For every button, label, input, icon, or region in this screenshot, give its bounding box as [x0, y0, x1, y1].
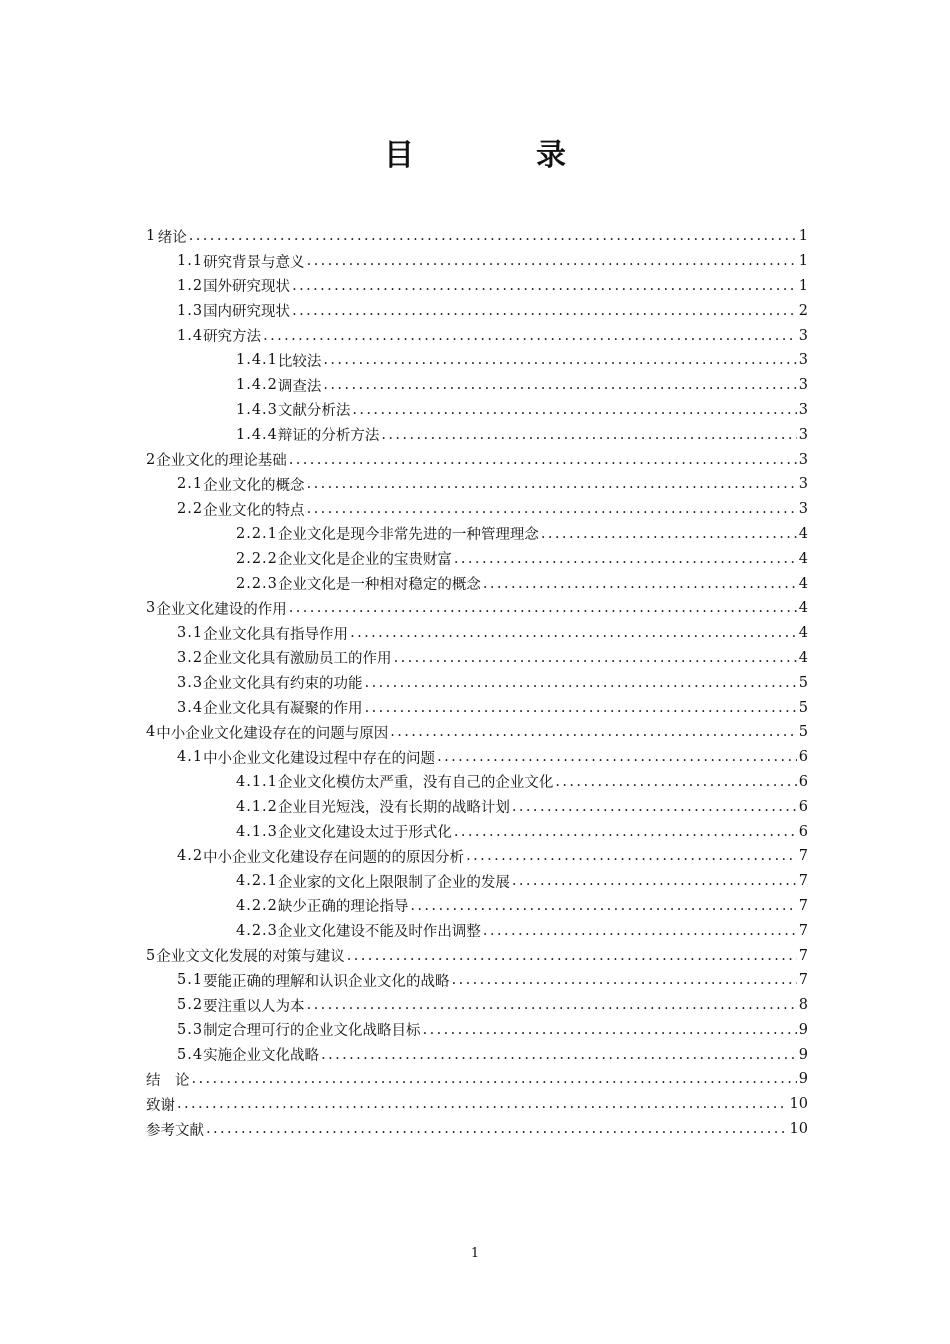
toc-entry[interactable]	[146, 869, 808, 894]
toc-entry[interactable]	[146, 943, 808, 968]
toc-entry-page: 3	[798, 451, 808, 468]
toc-entry-page: 4	[798, 575, 808, 592]
toc-entry-page: 3	[798, 426, 808, 443]
dot-leader	[323, 352, 796, 368]
toc-entry-number: 4.1	[177, 749, 204, 766]
toc-entry-page: 9	[798, 1021, 808, 1038]
dot-leader	[423, 1022, 797, 1038]
toc-entry-page: 7	[798, 897, 808, 914]
toc-entry-label: 国外研究现状	[203, 279, 291, 296]
dot-leader	[307, 253, 797, 269]
toc-entry[interactable]	[146, 571, 808, 596]
dot-leader	[289, 600, 797, 616]
toc-entry-label: 企业文化的概念	[203, 477, 305, 494]
toc-entry-number: 5	[146, 947, 157, 964]
toc-entry-label: 国内研究现状	[203, 304, 291, 321]
toc-entry[interactable]	[146, 819, 808, 844]
toc-entry-number: 1.2	[177, 277, 204, 294]
dot-leader	[381, 427, 796, 443]
toc-entry-number: 1	[146, 228, 157, 245]
toc-entry[interactable]	[146, 323, 808, 348]
dot-leader	[512, 799, 797, 815]
toc-entry-page: 3	[798, 501, 808, 518]
toc-entry[interactable]	[146, 621, 808, 646]
toc-entry-number: 4.1.2	[236, 798, 278, 815]
dot-leader	[292, 278, 797, 294]
toc-entry-page: 4	[798, 550, 808, 567]
toc-entry-page: 5	[798, 699, 808, 716]
toc-entry-label: 企业家的文化上限限制了企业的发展	[277, 874, 510, 891]
toc-entry[interactable]	[146, 398, 808, 423]
toc-entry[interactable]	[146, 770, 808, 795]
toc-entry-number: 1.4.2	[236, 377, 278, 394]
toc-entry-page: 3	[798, 352, 808, 369]
toc-entry-number: 1.4.4	[236, 426, 278, 443]
toc-entry[interactable]	[146, 1018, 808, 1043]
toc-entry-number: 2.2.1	[236, 525, 278, 542]
toc-entry-page: 6	[798, 798, 808, 815]
toc-entry[interactable]	[146, 373, 808, 398]
toc-entry-page: 4	[798, 525, 808, 542]
toc-entry[interactable]	[146, 918, 808, 943]
dot-leader	[192, 1071, 797, 1087]
toc-entry-label: 企业文化模仿太严重，没有自己的企业文化	[277, 775, 554, 792]
dot-leader	[347, 948, 797, 964]
toc-entry-page: 2	[798, 302, 808, 319]
toc-entry[interactable]	[146, 646, 808, 671]
toc-entry-number: 5.4	[177, 1046, 204, 1063]
toc-entry-page: 4	[798, 625, 808, 642]
toc-entry-label: 企业文化的理论基础	[156, 453, 287, 470]
toc-entry-label: 企业文化的特点	[203, 502, 305, 519]
toc-entry-label: 中小企业文化建设过程中存在的问题	[203, 750, 436, 767]
toc-entry-number: 2.2	[177, 501, 204, 518]
toc-entry-label: 参考文献	[146, 1122, 204, 1139]
toc-entry-label: 企业文化建设太过于形式化	[277, 825, 452, 842]
dot-leader	[483, 576, 797, 592]
toc-entry-page: 1	[798, 253, 808, 270]
toc-entry-page: 9	[798, 1046, 808, 1063]
toc-entry-page: 5	[798, 674, 808, 691]
dot-leader	[410, 898, 796, 914]
dot-leader	[365, 675, 797, 691]
toc-entry[interactable]	[146, 894, 808, 919]
toc-entry[interactable]	[146, 844, 808, 869]
toc-entry-label: 企业文化具有指导作用	[203, 626, 349, 643]
toc-entry-page: 6	[798, 749, 808, 766]
dot-leader	[454, 551, 797, 567]
toc-entry-page: 1	[798, 277, 808, 294]
toc-entry-label: 要注重以人为本	[203, 998, 305, 1015]
toc-entry-label: 企业文化建设不能及时作出调整	[277, 924, 481, 941]
toc-entry-page: 7	[798, 873, 808, 890]
dot-leader	[483, 923, 797, 939]
toc-entry-page: 9	[798, 1071, 808, 1088]
dot-leader	[350, 625, 797, 641]
toc-entry-label: 结 论	[146, 1072, 190, 1089]
toc-entry-label: 辩证的分析方法	[277, 428, 380, 445]
toc-entry-label: 中小企业文化建设存在的问题与原因	[156, 725, 389, 742]
toc-entry-label: 企业文化是企业的宝贵财富	[277, 552, 452, 569]
toc-entry-number: 3	[146, 600, 157, 617]
dot-leader	[512, 873, 797, 889]
toc-entry-number: 1.4.1	[236, 352, 278, 369]
toc-entry-page: 6	[798, 823, 808, 840]
toc-entry[interactable]	[146, 1092, 808, 1117]
dot-leader	[189, 228, 797, 244]
dot-leader	[307, 997, 797, 1013]
toc-entry[interactable]	[146, 745, 808, 770]
toc-entry-page: 3	[798, 476, 808, 493]
toc-entry[interactable]	[146, 274, 808, 299]
toc-entry-number: 1.4.3	[236, 401, 278, 418]
toc-entry-number: 3.3	[177, 674, 204, 691]
dot-leader	[307, 476, 797, 492]
dot-leader	[321, 1047, 797, 1063]
toc-entry[interactable]	[146, 720, 808, 745]
toc-entry-label: 研究背景与意义	[203, 254, 305, 271]
toc-entry-label: 实施企业文化战略	[203, 1048, 320, 1065]
toc-entry[interactable]	[146, 695, 808, 720]
toc-entry-number: 4.2.3	[236, 922, 278, 939]
toc-entry-label: 绪论	[157, 229, 187, 246]
toc-entry[interactable]	[146, 993, 808, 1018]
toc-entry-page: 3	[798, 377, 808, 394]
dot-leader	[177, 1096, 788, 1112]
toc-entry-number: 2.1	[177, 476, 204, 493]
toc-entry-label: 企业文化建设的作用	[156, 601, 287, 618]
toc-entry[interactable]	[146, 224, 808, 249]
toc-entry-number: 5.2	[177, 997, 204, 1014]
toc-entry-page: 10	[789, 1096, 808, 1113]
toc-entry-label: 企业文文化发展的对策与建议	[156, 949, 345, 965]
toc-entry-page: 7	[798, 972, 808, 989]
dot-leader	[263, 328, 797, 344]
toc-entry-number: 5.1	[177, 972, 204, 989]
toc-entry[interactable]	[146, 968, 808, 993]
toc-entry[interactable]	[146, 670, 808, 695]
toc-entry-number: 4	[146, 724, 157, 741]
dot-leader	[394, 650, 797, 666]
dot-leader	[437, 749, 797, 765]
dot-leader	[307, 501, 797, 517]
toc-entry[interactable]	[146, 348, 808, 373]
toc-entry-label: 企业文化具有激励员工的作用	[203, 651, 392, 668]
toc-entry-page: 4	[798, 600, 808, 617]
toc-entry-page: 7	[798, 947, 808, 964]
toc-entry-page: 3	[798, 401, 808, 418]
toc-entry-number: 5.3	[177, 1021, 204, 1038]
dot-leader	[206, 1121, 788, 1137]
toc-entry[interactable]	[146, 546, 808, 571]
toc-entry[interactable]	[146, 497, 808, 522]
dot-leader	[454, 824, 797, 840]
toc-entry-label: 企业文化具有约束的功能	[203, 676, 363, 693]
toc-entry-number: 1.4	[177, 327, 204, 344]
toc-entry-page: 6	[798, 773, 808, 790]
toc-entry[interactable]	[146, 298, 808, 323]
toc-entry-page: 8	[798, 997, 808, 1014]
toc-entry-label: 中小企业文化建设存在问题的的原因分析	[203, 849, 465, 866]
toc-entry-number: 3.1	[177, 625, 204, 642]
toc-entry-label: 致谢	[146, 1097, 175, 1114]
dot-leader	[289, 452, 797, 468]
toc-entry[interactable]	[146, 794, 808, 819]
toc-entry-page: 10	[789, 1121, 808, 1138]
toc-entry-label: 缺少正确的理论指导	[277, 899, 409, 916]
toc-entry-page: 7	[798, 922, 808, 939]
toc-entry-label: 企业文化是现今非常先进的一种管理理念	[277, 527, 539, 544]
toc-entry-label: 要能正确的理解和认识企业文化的战略	[203, 973, 450, 990]
toc-entry[interactable]	[146, 522, 808, 547]
dot-leader	[365, 700, 797, 716]
toc-entry-label: 调查法	[277, 378, 322, 395]
dot-leader	[390, 724, 797, 740]
toc-entry[interactable]	[146, 422, 808, 447]
toc-entry-number: 1.1	[177, 253, 204, 270]
toc-entry-number: 4.1.1	[236, 773, 278, 790]
toc-entry-number: 2.2.2	[236, 550, 278, 567]
dot-leader	[555, 774, 796, 790]
toc-entry-number: 4.2.1	[236, 873, 278, 890]
toc-entry-label: 制定合理可行的企业文化战略目标	[203, 1023, 421, 1040]
toc-entry-label: 研究方法	[203, 329, 262, 346]
toc-entry-label: 企业目光短浅，没有长期的战略计划	[277, 800, 510, 817]
dot-leader	[352, 402, 796, 418]
toc-entry-number: 2.2.3	[236, 575, 278, 592]
toc-entry[interactable]	[146, 1042, 808, 1067]
toc-entry-page: 5	[798, 724, 808, 741]
toc-entry[interactable]	[146, 472, 808, 497]
table-of-contents	[146, 224, 808, 1141]
toc-entry[interactable]	[146, 1117, 808, 1142]
page-number: 1	[470, 1246, 480, 1261]
toc-entry-number: 4.2	[177, 848, 204, 865]
toc-entry-number: 2	[146, 451, 157, 468]
toc-entry-label: 比较法	[277, 353, 322, 370]
dot-leader	[323, 377, 796, 393]
toc-entry-number: 3.2	[177, 649, 204, 666]
toc-entry[interactable]	[146, 447, 808, 472]
dot-leader	[466, 848, 797, 864]
toc-entry[interactable]	[146, 1067, 808, 1092]
toc-entry-number: 1.3	[177, 302, 204, 319]
toc-entry-page: 4	[798, 649, 808, 666]
toc-entry-page: 3	[798, 327, 808, 344]
toc-entry[interactable]	[146, 249, 808, 274]
toc-heading: 目 录	[384, 138, 612, 173]
toc-entry-page: 7	[798, 848, 808, 865]
toc-entry-number: 3.4	[177, 699, 204, 716]
toc-entry-page: 1	[798, 228, 808, 245]
toc-entry-number: 4.2.2	[236, 897, 278, 914]
dot-leader	[541, 526, 797, 542]
dot-leader	[292, 303, 797, 319]
toc-entry-number: 4.1.3	[236, 823, 278, 840]
toc-entry-label: 文献分析法	[277, 403, 351, 420]
toc-entry[interactable]	[146, 596, 808, 621]
toc-entry-label: 企业文化是一种相对稳定的概念	[277, 577, 481, 594]
dot-leader	[452, 972, 797, 988]
toc-entry-label: 企业文化具有凝聚的作用	[203, 701, 363, 718]
